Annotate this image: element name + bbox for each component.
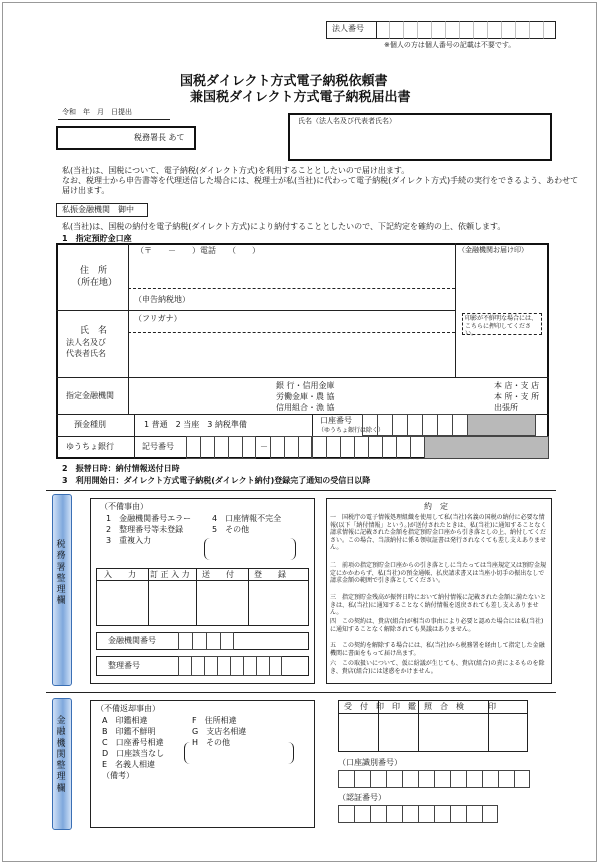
- submission-date: 令和 年 月 日提出: [62, 108, 132, 116]
- defect-title: （不備事由）: [100, 502, 148, 511]
- seiri-label: 整理番号: [108, 661, 140, 670]
- header-register: 登 録: [254, 570, 286, 579]
- terms-item-1: 一 国税庁の電子情報処理組織を使用して私(当社)名義の国税の納付に必要な情報(以下「納付情報」という。)が送付されたときは、私(当社)に通知することなく請求情報に記載された金額を指定預貯金口座から引き落としの上、納付してください。この場合、当該納付に係る領収証書は発行されなくても差し支えありません。: [330, 514, 547, 551]
- bank-addressee-label: 私振金融機関 御中: [62, 205, 134, 214]
- intro-text-2: なお、税理士から申告書等を代理送信した場合には、税理士が私(当社)に代わって電子納税(ダイレクト方式)手続の実行をできるよう、あわせて届け出ます。: [62, 176, 579, 195]
- defect-4: 4 口座情報不完全: [212, 514, 282, 523]
- terms-item-2: 二 前項の指定預貯金口座からの引き落としに当たっては当座規定又は預貯金規定にかかわらず、私(当社)の預金通帳、払戻請求書又は当座小切手の振出なしで請求金額の範囲で引き落としてください。: [330, 562, 547, 584]
- corp-number-label: 法人番号: [332, 24, 364, 33]
- number-cells[interactable]: [270, 436, 312, 459]
- corp-number-note: ※個人の方は個人番号の記載は不要です。: [384, 41, 516, 49]
- bank-defect-other-box[interactable]: [184, 742, 294, 764]
- bank-defect-c: C 口座番号相違: [102, 738, 164, 747]
- tax-office-tab-label: 税務署整理欄: [56, 540, 66, 607]
- nintei-label: （認証番号）: [338, 793, 386, 802]
- bikou-label: （備考）: [102, 771, 134, 780]
- title-line2: 兼国税ダイレクト方式電子納税届出書: [190, 90, 411, 105]
- kigou-label: 記号番号: [142, 442, 174, 451]
- bank-code-cells[interactable]: [178, 632, 234, 650]
- furigana-label: （フリガナ）: [134, 314, 182, 323]
- bank-defect-a: A 印鑑相違: [102, 716, 148, 725]
- bank-defect-f: F 住所相違: [192, 716, 237, 725]
- header-input: 入 力: [104, 570, 136, 579]
- bank-seal-label: （金融機関お届け印）: [458, 246, 528, 254]
- request-text: 私(当社)は、国税の納付を電子納税(ダイレクト方式)により納付することとしたいので、下記約定を確約の上、依頼します。: [62, 222, 506, 231]
- stamp-headers: 受 付 印 印 鑑 照 合 検 印: [344, 702, 496, 711]
- bank-type-2: 労働金庫・農 協: [276, 392, 335, 401]
- defect-other-box[interactable]: [204, 538, 296, 560]
- bank-defect-e: E 名義人相違: [102, 760, 156, 769]
- bank-label: 指定金融機関: [66, 391, 114, 400]
- defect-1: 1 金融機関番号エラー: [106, 514, 192, 523]
- bank-defect-title: （不備返却事由）: [96, 704, 160, 713]
- branch-type-3: 出張所: [494, 403, 518, 412]
- account-number-cells[interactable]: [362, 414, 536, 436]
- account-number-label: 口座番号: [320, 416, 352, 425]
- bank-code-label: 金融機関番号: [108, 636, 156, 645]
- terms-title: 約 定: [424, 502, 448, 511]
- bank-type-3: 信用組合・漁 協: [276, 403, 335, 412]
- terms-item-6: 六 この取扱いについて、仮に紛議が生じても、貴店(組合)の責によるものを除き、貴店(組合)には迷惑をかけません。: [330, 660, 545, 675]
- branch-type-1: 本 店・支 店: [494, 381, 540, 390]
- header-send: 送 付: [202, 570, 234, 579]
- tax-place-label: （申告納税地）: [134, 295, 190, 304]
- koza-cells[interactable]: [338, 770, 530, 788]
- name-label: 氏 名: [80, 326, 108, 336]
- deposit-type-options[interactable]: 1 普通 2 当座 3 納税準備: [144, 420, 247, 429]
- section1-title: 1 指定預貯金口座: [62, 234, 132, 243]
- bank-section-tab-label: 金融機関整理欄: [56, 716, 66, 794]
- defect-3: 3 重複入力: [106, 536, 152, 545]
- yucho-number-cells[interactable]: [312, 436, 549, 459]
- terms-item-4: 四 この契約は、貴店(組合)が相当の事由により必要と認めた場合には私(当社)に通知することなく解除されても異議はありません。: [330, 618, 544, 633]
- kigou-cells[interactable]: [186, 436, 256, 459]
- intro-text-1: 私(当社)は、国税について、電子納税(ダイレクト方式)を利用することとしたいので届け出ます。: [62, 166, 410, 175]
- tax-office-label: 税務署長 あて: [134, 133, 185, 142]
- seal-note: 印影が不鮮明な場合には、こちらに押印してください。: [465, 315, 538, 337]
- name-sublabel-1: 法人名及び: [66, 338, 106, 347]
- seiri-cells[interactable]: [178, 656, 282, 676]
- defect-5: 5 その他: [212, 525, 250, 534]
- terms-item-5: 五 この契約を解除する場合には、私(当社)から税務署を経由して指定した金融機関に書面をもって届け出ます。: [330, 642, 545, 657]
- section3-title: 3 利用開始日：ダイレクト方式電子納税(ダイレクト納付)登録完了通知の受信日以降: [62, 476, 371, 485]
- address-sublabel: （所在地）: [72, 278, 118, 288]
- header-correction: 訂 正 入 力: [150, 570, 190, 579]
- terms-item-3: 三 指定預貯金残高が振替日時において納付情報に記載された金額に満たないときは、私(当社)に通知することなく納付情報を返戻されても差し支えありません。: [330, 594, 547, 616]
- deposit-type-label: 預金種別: [74, 420, 106, 429]
- bank-defect-b: B 印鑑不鮮明: [102, 727, 156, 736]
- name-sublabel-2: 代表者氏名: [66, 349, 106, 358]
- bank-type-1: 銀 行・信用金庫: [276, 381, 335, 390]
- corp-number-cells: [376, 21, 556, 39]
- bank-defect-d: D 口座該当なし: [102, 749, 165, 758]
- branch-type-2: 本 所・支 所: [494, 392, 540, 401]
- applicant-name-label: 氏名（法人名及び代表者氏名）: [298, 117, 396, 125]
- postal-phone-line: （〒 － ）電話 （ ）: [136, 246, 260, 255]
- bank-defect-h: H その他: [192, 738, 231, 747]
- bank-defect-g: G 支店名相違: [192, 727, 247, 736]
- yucho-label: ゆうちょ銀行: [66, 442, 114, 451]
- account-number-note: （ゆうちょ銀行は除く）: [318, 427, 385, 434]
- defect-2: 2 整理番号等未登録: [106, 525, 184, 534]
- kigou-separator: －: [260, 442, 268, 451]
- section2-title: 2 振替日時：納付情報送付日時: [62, 464, 180, 473]
- nintei-cells[interactable]: [338, 805, 498, 823]
- address-label: 住 所: [80, 266, 108, 276]
- title-line1: 国税ダイレクト方式電子納税依頼書: [180, 74, 388, 89]
- koza-label: （口座識別番号）: [338, 758, 402, 767]
